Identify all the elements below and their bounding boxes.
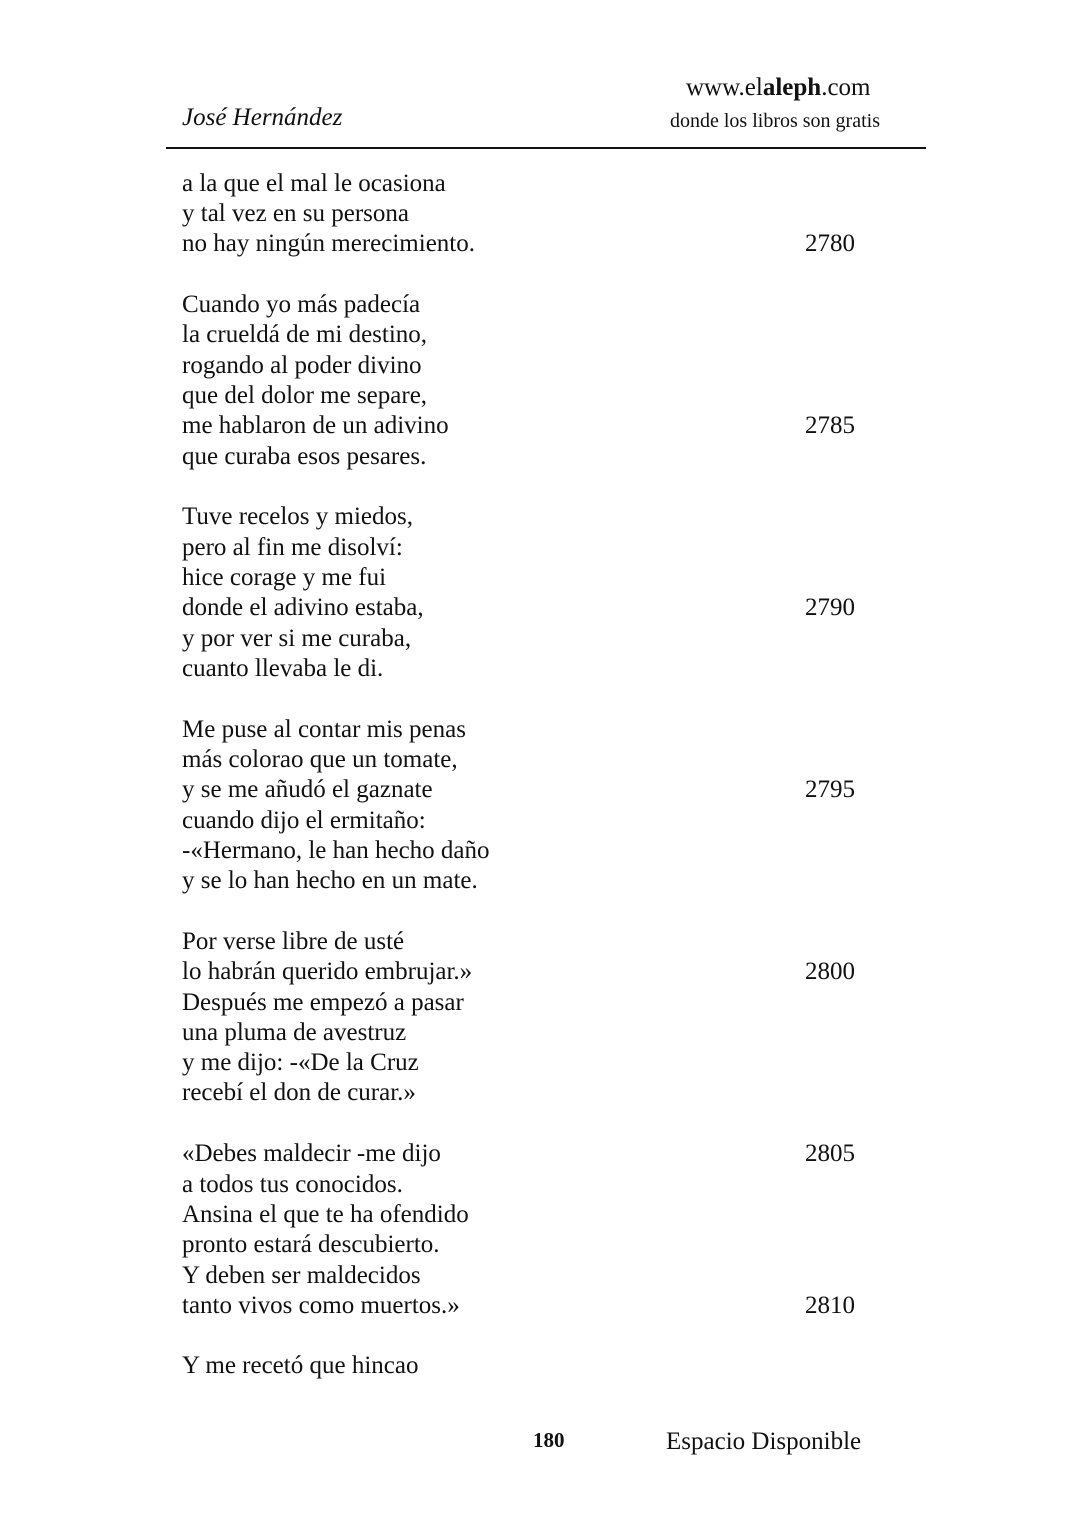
verse-line: una pluma de avestruz [182,1019,407,1046]
verse-line: hice corage y me fui [182,564,387,591]
verse-number: 2810 [805,1292,855,1319]
verse-line: no hay ningún merecimiento. [182,230,475,257]
verse-line: Tuve recelos y miedos, [182,503,413,530]
verse-line: Y me recetó que hincao [182,1352,419,1379]
verse-line: tanto vivos como muertos.» [182,1292,460,1319]
verse-line: Me puse al contar mis penas [182,716,466,743]
verse-line: y tal vez en su persona [182,200,410,227]
verse-line: que del dolor me separe, [182,382,428,409]
verse-line: pero al fin me disolví: [182,534,403,561]
site-url-prefix: www.el [686,74,763,101]
verse-number: 2805 [805,1140,855,1167]
site-tagline: donde los libros son gratis [670,110,880,132]
verse-line: más colorao que un tomate, [182,746,458,773]
verse-line: pronto estará descubierto. [182,1231,440,1258]
verse-line: Cuando yo más padecía [182,291,421,318]
verse-line: cuanto llevaba le di. [182,655,384,682]
verse-line: me hablaron de un adivino [182,412,449,439]
verse-line: rogando al poder divino [182,352,422,379]
verse-line: la crueldá de mi destino, [182,321,428,348]
verse-line: -«Hermano, le han hecho daño [182,837,490,864]
verse-number: 2780 [805,230,855,257]
site-url-bold: aleph [762,74,822,101]
verse-line: y se lo han hecho en un mate. [182,867,478,894]
verse-line: que curaba esos pesares. [182,443,427,470]
verse-line: Por verse libre de usté [182,928,405,955]
verse-number: 2795 [805,776,855,803]
verse-line: recebí el don de curar.» [182,1079,416,1106]
author-name: José Hernández [182,104,343,131]
verse-line: cuando dijo el ermitaño: [182,807,426,834]
verse-number: 2800 [805,958,855,985]
footer-note: Espacio Disponible [666,1428,862,1455]
verse-line: Después me empezó a pasar [182,989,464,1016]
site-url[interactable] [686,74,871,102]
verse-line: y por ver si me curaba, [182,625,412,652]
verse-number: 2790 [805,594,855,621]
verse-line: lo habrán querido embrujar.» [182,958,473,985]
verse-number: 2785 [805,412,855,439]
site-url-suffix: .com [821,74,871,101]
header-rule [166,147,926,149]
verse-line: y se me añudó el gaznate [182,776,433,803]
verse-line: a la que el mal le ocasiona [182,170,446,197]
page-number: 180 [533,1428,565,1452]
verse-line: y me dijo: -«De la Cruz [182,1049,419,1076]
verse-line: «Debes maldecir -me dijo [182,1140,441,1167]
verse-line: Ansina el que te ha ofendido [182,1201,469,1228]
verse-line: donde el adivino estaba, [182,594,424,621]
verse-line: a todos tus conocidos. [182,1171,403,1198]
verse-line: Y deben ser maldecidos [182,1262,421,1289]
